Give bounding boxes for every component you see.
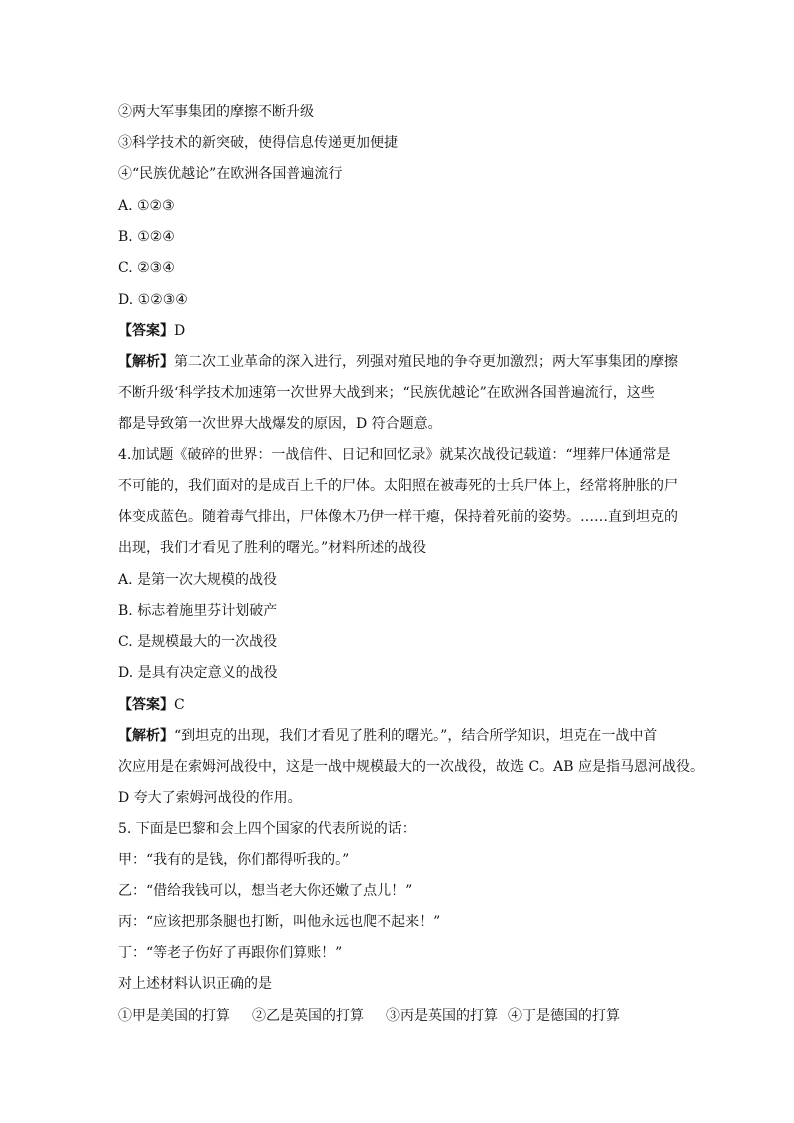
q3-analysis-line-3: 都是导致第一次世界大战爆发的原因，D 符合题意。 (118, 416, 442, 432)
q3-option-a: A. ①②③ (118, 198, 175, 214)
q5-quote-jia: 甲：“我有的是钱，你们都得听我的。” (118, 852, 350, 868)
q4-option-c: C. 是规模最大的一次战役 (118, 634, 278, 650)
q4-stem-line-4: 出现，我们才看见了胜利的曙光。”材料所述的战役 (118, 540, 427, 556)
q3-item-2: ②两大军事集团的摩擦不断升级 (118, 104, 314, 120)
q4-stem-line-3: 体变成蓝色。随着毒气排出，尸体像木乃伊一样干瘪，保持着死前的姿势。……直到坦克的 (118, 509, 678, 525)
q5-stem: 5. 下面是巴黎和会上四个国家的代表所说的话： (118, 821, 416, 837)
q4-answer-value: C (174, 697, 185, 713)
q4-stem-line-1: 4.加试题《破碎的世界：一战信件、日记和回忆录》就某次战役记载道：“埋葬尸体通常是 (118, 447, 671, 463)
q3-analysis-text: 第二次工业革命的深入进行，列强对殖民地的争夺更加激烈；两大军事集团的摩擦 (174, 354, 678, 370)
q4-answer-label: 【答案】 (118, 697, 174, 713)
q3-answer-label: 【答案】 (118, 323, 174, 339)
q5-quote-ding: 丁：“等老子伤好了再跟你们算账！” (118, 945, 343, 961)
q3-answer-value: D (174, 323, 186, 339)
q3-option-d: D. ①②③④ (118, 292, 188, 308)
q3-analysis-label: 【解析】 (118, 354, 174, 370)
q4-analysis-text: “到坦克的出现，我们才看见了胜利的曙光。”，结合所学知识，坦克在一战中首 (174, 728, 658, 744)
q4-option-a: A. 是第一次大规模的战役 (118, 572, 278, 588)
q3-analysis-line-2: 不断升级‘科学技术加速第一次世界大战到来；“民族优越论”在欧洲各国普遍流行，这些 (118, 385, 655, 401)
q5-quote-bing: 丙：“应该把那条腿也打断，叫他永远也爬不起来！” (118, 914, 441, 930)
q3-option-b: B. ①②④ (118, 229, 175, 245)
q4-option-b: B. 标志着施里芬计划破产 (118, 603, 278, 619)
q4-answer (118, 695, 678, 715)
q4-option-d: D. 是具有决定意义的战役 (118, 665, 278, 681)
q5-question: 对上述材料认识正确的是 (118, 976, 272, 992)
q3-analysis-line-1 (118, 352, 678, 372)
q5-choice-4: ④丁是德国的打算 (508, 1008, 620, 1024)
q4-analysis-line-1 (118, 726, 678, 746)
q5-choice-1: ①甲是美国的打算 (118, 1008, 230, 1024)
q3-item-4: ④“民族优越论”在欧洲各国普遍流行 (118, 166, 343, 182)
q3-item-3: ③科学技术的新突破，使得信息传递更加便捷 (118, 135, 398, 151)
q4-analysis-line-3: D 夸大了索姆河战役的作用。 (118, 790, 302, 806)
q4-stem-line-2: 不可能的，我们面对的是成百上千的尸体。太阳照在被毒死的士兵尸体上，经常将肿胀的尸 (118, 478, 678, 494)
q5-choices-row (118, 1006, 678, 1026)
q5-choice-2: ②乙是英国的打算 (252, 1008, 364, 1024)
q4-analysis-label: 【解析】 (118, 728, 174, 744)
q4-analysis-line-2: 次应用是在索姆河战役中，这是一战中规模最大的一次战役，故选 C。AB 应是指马恩河战役。 (118, 759, 705, 775)
q3-answer (118, 321, 678, 341)
q5-choice-3: ③丙是英国的打算 (386, 1008, 498, 1024)
q5-quote-yi: 乙：“借给我钱可以，想当老大你还嫩了点儿！” (118, 883, 413, 899)
q3-option-c: C. ②③④ (118, 260, 175, 276)
